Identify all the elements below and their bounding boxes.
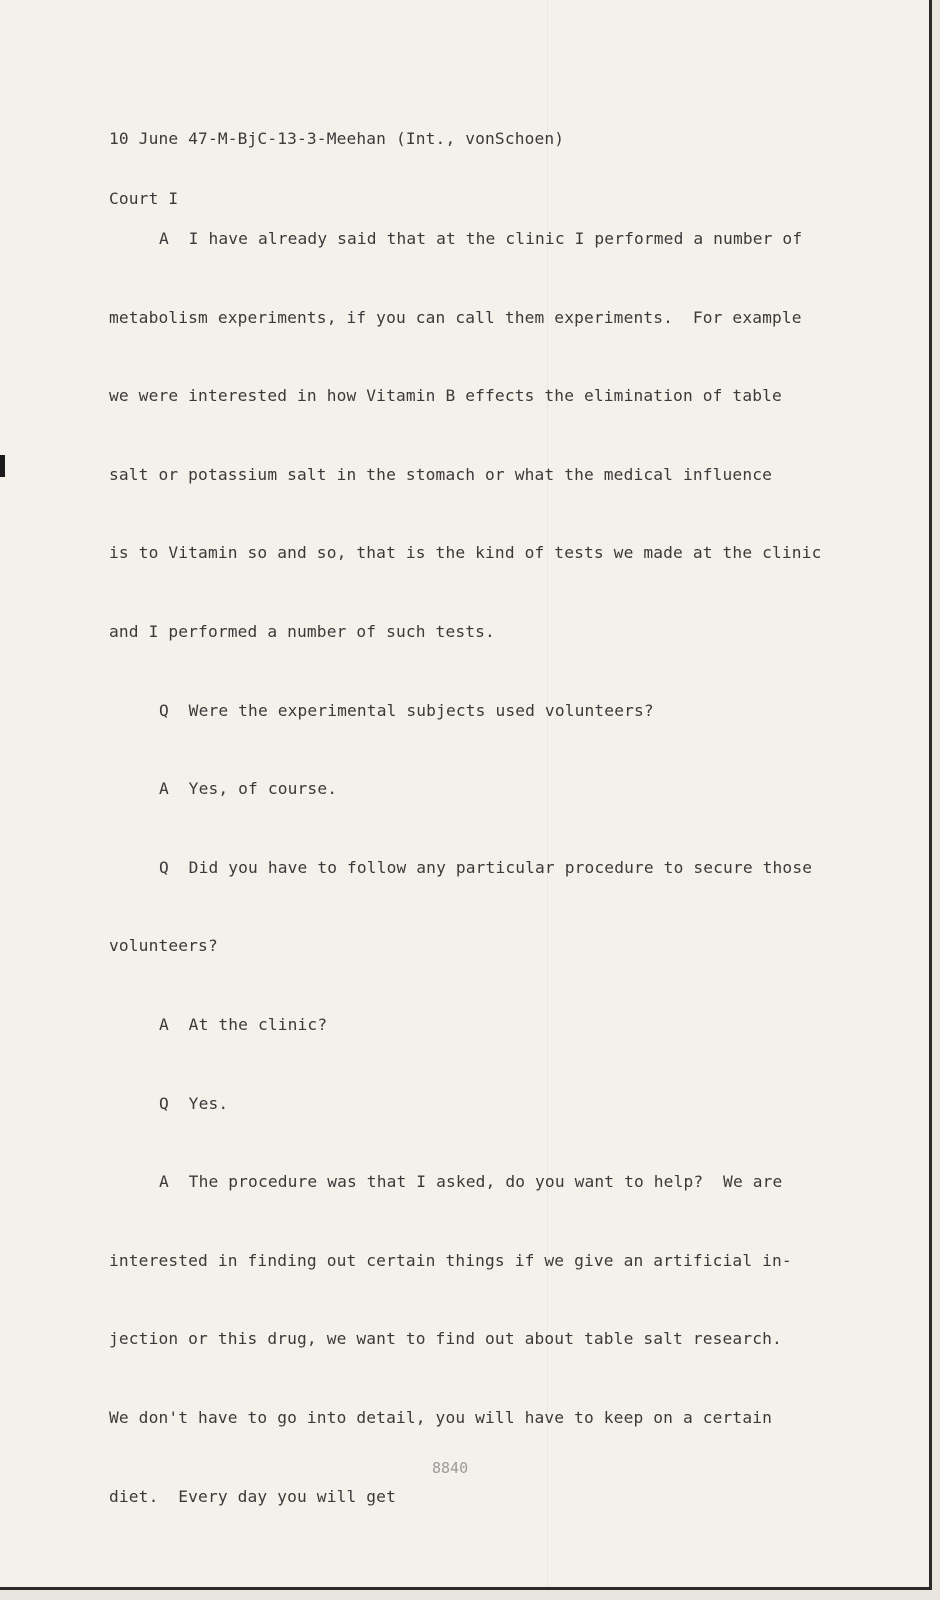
transcript-line: A The procedure was that I asked, do you want to help? We are bbox=[159, 1172, 783, 1192]
transcript-line: Q Were the experimental subjects used volunteers? bbox=[159, 700, 654, 720]
transcript-line: volunteers? bbox=[109, 936, 218, 956]
transcript-line: jection or this drug, we want to find out about table salt research. bbox=[109, 1329, 782, 1349]
transcript-line: A At the clinic? bbox=[159, 1014, 328, 1034]
transcript-line: interested in finding out certain things if we give an artificial in- bbox=[109, 1250, 792, 1270]
page-number: 8840 bbox=[432, 1459, 469, 1477]
transcript-line: diet. Every day you will get bbox=[109, 1486, 396, 1506]
transcript-line: Q Yes. bbox=[159, 1093, 229, 1113]
transcript-line: we were interested in how Vitamin B effects the elimination of table bbox=[109, 386, 782, 406]
transcript-line: metabolism experiments, if you can call them experiments. For example bbox=[109, 307, 802, 327]
binding-edge-mark bbox=[0, 455, 5, 477]
transcript-line: A I have already said that at the clinic I performed a number of bbox=[159, 229, 803, 248]
transcript-line: is to Vitamin so and so, that is the kind of tests we made at the clinic bbox=[109, 543, 822, 563]
transcript-line: Q Did you have to follow any particular procedure to secure those bbox=[159, 857, 813, 877]
transcript-line: A Yes, of course. bbox=[159, 779, 338, 799]
header-line-2: Court I bbox=[109, 189, 179, 208]
header-line-1: 10 June 47-M-BjC-13-3-Meehan (Int., vonSchoen) bbox=[109, 129, 565, 148]
transcript-line: We don't have to go into detail, you will have to keep on a certain bbox=[109, 1407, 773, 1427]
transcript-line: salt or potassium salt in the stomach or what the medical influence bbox=[109, 464, 773, 484]
transcript-line: and I performed a number of such tests. bbox=[109, 621, 495, 641]
transcript-body bbox=[109, 190, 909, 1564]
